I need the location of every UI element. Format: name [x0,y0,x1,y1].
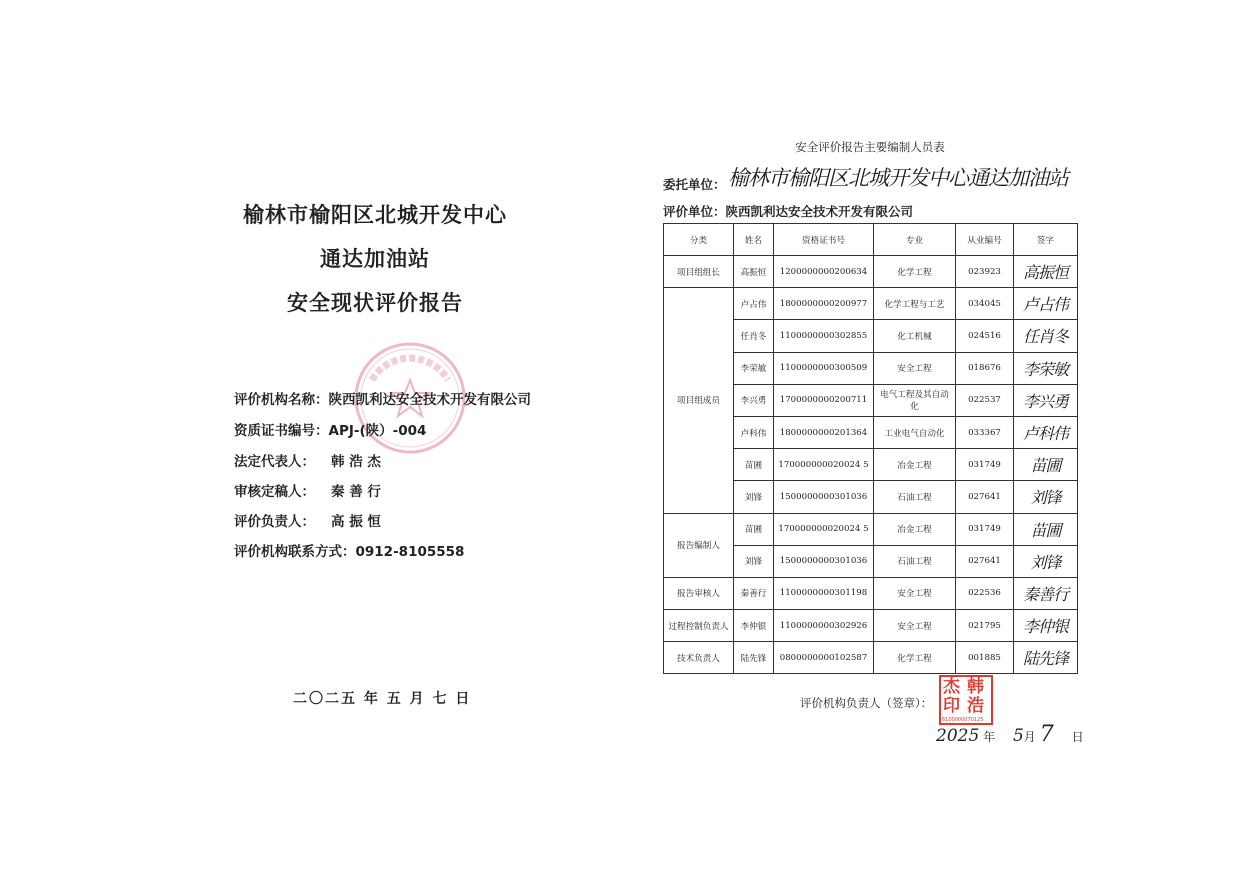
date-day: 7 [1039,722,1054,747]
emp-no-cell: 034045 [956,288,1014,320]
date-month: 5 [1012,726,1024,746]
category-cell: 技术负责人 [664,642,734,674]
name-cell: 陆先锋 [734,642,774,674]
cert-cell: 1100000000301198 [774,577,874,609]
cert-cell: 170000000020024 5 [774,513,874,545]
staff-table [663,223,1078,674]
client-handwritten: 榆林市榆阳区北城开发中心通达加油站 [728,166,1068,190]
cover-title-line1: 榆林市榆阳区北城开发中心 [243,203,507,227]
cover-title-line3: 安全现状评价报告 [287,291,463,315]
info-eval-lead: 评价负责人： 高 振 恒 [234,514,381,530]
name-cell: 刘锋 [734,545,774,577]
table-row [664,610,1078,642]
emp-no-cell: 027641 [956,545,1014,577]
header-name: 姓名 [734,224,774,256]
staff-table-title: 安全评价报告主要编制人员表 [795,140,945,154]
major-cell: 石油工程 [874,545,956,577]
major-cell: 化学工程 [874,642,956,674]
table-row [664,288,1078,320]
emp-no-cell: 022536 [956,577,1014,609]
major-cell: 冶金工程 [874,513,956,545]
name-cell: 高振恒 [734,256,774,288]
signature-cell [1014,513,1078,545]
cert-cell: 1200000000200634 [774,256,874,288]
signature-cell [1014,256,1078,288]
emp-no-cell: 031749 [956,449,1014,481]
major-cell: 化工机械 [874,320,956,352]
signature-cell [1014,352,1078,384]
table-row [664,256,1078,288]
evaluator-row [663,202,913,220]
evaluator-value: 陕西凯利达安全技术开发有限公司 [725,204,914,219]
signature: 苗圃 [1030,520,1061,540]
signature-cell [1014,320,1078,352]
cert-cell: 1100000000302855 [774,320,874,352]
emp-no-cell: 018676 [956,352,1014,384]
major-cell: 安全工程 [874,610,956,642]
cert-cell: 1700000000200711 [774,384,874,416]
name-cell: 李兴勇 [734,384,774,416]
client-row [663,175,726,193]
cert-cell: 170000000020024 5 [774,449,874,481]
major-cell: 石油工程 [874,481,956,513]
emp-no-cell: 024516 [956,320,1014,352]
major-cell: 安全工程 [874,352,956,384]
emp-no-cell: 001885 [956,642,1014,674]
category-cell: 报告编制人 [664,513,734,577]
major-cell: 化学工程 [874,256,956,288]
date-month-suffix: 月 [1023,730,1036,744]
signature-cell [1014,610,1078,642]
table-row [664,642,1078,674]
name-cell: 苗圃 [734,513,774,545]
sign-line: 评价机构负责人（签章）： [800,696,933,710]
signature: 李兴勇 [1022,391,1068,411]
cert-cell: 1800000000200977 [774,288,874,320]
name-cell: 刘锋 [734,481,774,513]
cert-cell: 1500000000301036 [774,481,874,513]
signature: 任肖冬 [1022,327,1068,347]
major-cell: 工业电气自动化 [874,416,956,448]
header-signature: 签字 [1014,224,1078,256]
cert-cell: 1100000000300509 [774,352,874,384]
emp-no-cell: 023923 [956,256,1014,288]
info-contact: 评价机构联系方式：0912-8105558 [234,544,465,560]
personal-seal: 杰 韩 印 浩 6100000070125 [939,675,993,725]
cert-cell: 1100000000302926 [774,610,874,642]
signature: 李荣敏 [1022,359,1068,379]
date-day-suffix: 日 [1071,730,1084,744]
category-cell: 项目组成员 [664,288,734,513]
emp-no-cell: 022537 [956,384,1014,416]
name-cell: 秦善行 [734,577,774,609]
signature: 卢占伟 [1022,295,1068,315]
signature: 苗圃 [1030,456,1061,476]
signature: 陆先锋 [1022,649,1068,669]
signature-cell [1014,577,1078,609]
signature-cell [1014,481,1078,513]
signature-cell [1014,642,1078,674]
evaluator-label: 评价单位： [663,204,726,219]
category-cell: 报告审核人 [664,577,734,609]
category-cell: 项目组组长 [664,256,734,288]
major-cell: 冶金工程 [874,449,956,481]
info-cert-number: 资质证书编号：APJ-(陕）-004 [234,423,427,439]
cert-cell: 1800000000201364 [774,416,874,448]
info-org-name: 评价机构名称：陕西凯利达安全技术开发有限公司 [234,392,531,408]
cover-title-line2: 通达加油站 [320,247,430,271]
info-reviewer: 审核定稿人： 秦 善 行 [234,484,381,500]
name-cell: 任肖冬 [734,320,774,352]
table-row [664,513,1078,545]
emp-no-cell: 021795 [956,610,1014,642]
cert-cell: 0800000000102587 [774,642,874,674]
cover-date: 二〇二五 年 五 月 七 日 [293,691,472,707]
signature-cell [1014,449,1078,481]
emp-no-cell: 027641 [956,481,1014,513]
signature-date [936,722,1084,747]
date-year: 2025 [936,726,980,746]
major-cell: 安全工程 [874,577,956,609]
signature: 刘锋 [1030,552,1061,572]
date-year-suffix: 年 [983,730,996,744]
header-emp-no: 从业编号 [956,224,1014,256]
header-category: 分类 [664,224,734,256]
signature: 李仲银 [1022,617,1068,637]
emp-no-cell: 031749 [956,513,1014,545]
client-label: 委托单位： [663,177,726,192]
name-cell: 卢占伟 [734,288,774,320]
header-major: 专业 [874,224,956,256]
signature: 刘锋 [1030,488,1061,508]
signature: 秦善行 [1022,584,1068,604]
name-cell: 李荣敏 [734,352,774,384]
major-cell: 化学工程与工艺 [874,288,956,320]
emp-no-cell: 033367 [956,416,1014,448]
name-cell: 卢科伟 [734,416,774,448]
table-header-row [664,224,1078,256]
signature-cell [1014,545,1078,577]
category-cell: 过程控制负责人 [664,610,734,642]
signature: 卢科伟 [1022,424,1068,444]
signature-cell [1014,288,1078,320]
signature-cell [1014,384,1078,416]
name-cell: 苗圃 [734,449,774,481]
header-cert: 资格证书号 [774,224,874,256]
signature-cell [1014,416,1078,448]
table-row [664,577,1078,609]
signature: 高振恒 [1022,263,1068,283]
major-cell: 电气工程及其自动化 [874,384,956,416]
cert-cell: 1500000000301036 [774,545,874,577]
info-legal-rep: 法定代表人： 韩 浩 杰 [234,454,381,470]
name-cell: 李仲银 [734,610,774,642]
